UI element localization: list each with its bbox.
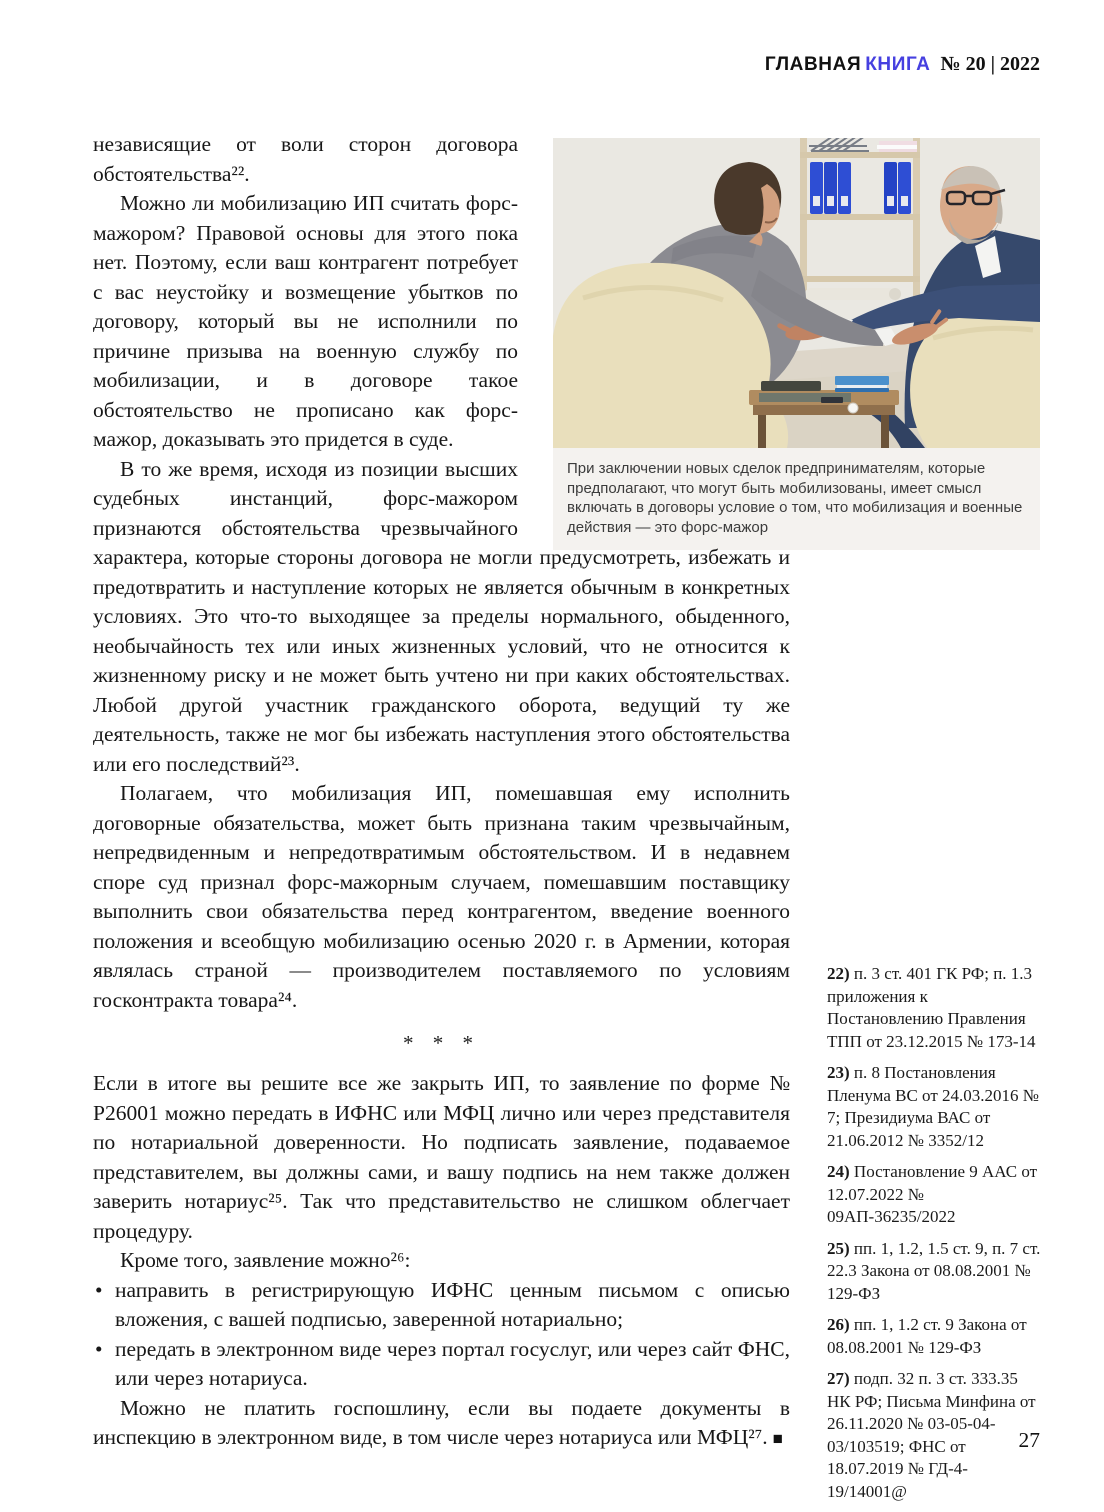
paragraph: независящие от воли сторон договора обстоятельства²². <box>93 132 518 186</box>
bullet-icon: • <box>95 1336 103 1361</box>
footnote-number: 27) <box>827 1369 850 1388</box>
magazine-issue: № 20 | 2022 <box>940 53 1040 75</box>
magazine-header <box>765 53 1040 76</box>
paragraph: В то же время, исходя из позиции высших судебных инстанций, форс-мажором признаются обстоятельства чрезвычайного характера, которые стороны договора не могли предусмотреть, избежать и предотвратить и наступление которых не является обычным в конкретных условиях. Это что-то выходящее за пределы нормального, обыденного, необычайность тех или иных жизненных условий, что не относится к жизненному риску и не может быть учтено ни при каких обстоятельствах. Любой другой участник гражданского оборота, ведущий ту же деятельность, также не мог бы избежать наступления этого обстоятельства или его последствий²³. <box>93 456 790 776</box>
paragraph: Если в итоге вы решите все же закрыть ИП, то заявление по форме № Р26001 можно передать в ИФНС или МФЦ лично или через представителя по нотариальной доверенности. Но подписать заявление, подаваемое представителем, вы должны сами, и вашу подпись на нем также должен заверить нотариус²⁵. Так что представительство не слишком облегчает процедуру. <box>93 1071 790 1243</box>
footnote-text: пп. 1, 1.2, 1.5 ст. 9, п. 7 ст. 22.3 Закона от 08.08.2001 № 129-ФЗ <box>827 1238 1041 1303</box>
footnote-text: п. 3 ст. 401 ГК РФ; п. 1.3 приложения к Постановлению Правления ТПП от 23.12.2015 № 173-14 <box>827 964 1036 1051</box>
footnote <box>827 1314 1041 1359</box>
bullet-icon: • <box>95 1277 103 1302</box>
section-separator: * * * <box>403 1031 480 1055</box>
magazine-title-black: ГЛАВНАЯ <box>764 54 862 75</box>
footnote <box>827 1238 1041 1306</box>
closing-paragraph <box>93 1394 790 1454</box>
paragraph: Полагаем, что мобилизация ИП, помешавшая ему исполнить договорные обязательства, может быть признана таким чрезвычайным, непредвиденным и непредотвратимым обстоятельством. И в недавнем споре суд признал форс-мажорным случаем, помешавшим поставщику выполнить свои обязательства перед контрагентом, введение военного положения и всеобщую мобилизацию осенью 2020 г. в Армении, которая являлась страной — производителем поставляемого по условиям госконтракта товара²⁴. <box>93 781 790 1012</box>
page-number: 27 <box>1018 1428 1040 1452</box>
footnotes-sidebar <box>827 963 1041 1512</box>
paragraph: Можно ли мобилизацию ИП считать форс-мажором? Правовой основы для этого пока нет. Поэтому, если ваш контрагент потребует с вас неустойку и возмещение убытков по договору, который вы не исполнили по причине призыва на военную службу по мобилизации, и в договоре такое обстоятельство не прописано как форс-мажор, доказывать это придется в суде. <box>93 191 518 451</box>
footnote-number: 26) <box>827 1315 850 1334</box>
list-item-text: передать в электронном виде через портал госуслуг, или через сайт ФНС, или через нотариуса. <box>115 1336 790 1390</box>
footnote <box>827 1368 1041 1503</box>
list-item <box>93 1335 790 1394</box>
footnote-text: Постановление 9 ААС от 12.07.2022 № 09АП-36235/2022 <box>827 1162 1038 1226</box>
article-body <box>93 130 790 1454</box>
closing-text: Можно не платить госпошлину, если вы подаете документы в инспекцию в электронном виде, в том числе через нотариуса или МФЦ²⁷. <box>93 1395 790 1449</box>
footnote-number: 23) <box>827 1063 850 1082</box>
options-list <box>93 1276 790 1394</box>
magazine-title-blue: КНИГА <box>865 54 931 75</box>
footnote-text: подп. 32 п. 3 ст. 333.35 НК РФ; Письма Минфина от 26.11.2020 № 03-05-04-03/103519; ФНС от 18.07.2019 № ГД-4-19/14001@ <box>827 1369 1036 1501</box>
footnote-number: 24) <box>827 1162 850 1181</box>
footnote <box>827 1161 1041 1229</box>
footnote <box>827 963 1041 1053</box>
footnote <box>827 1062 1041 1152</box>
photo-caption: При заключении новых сделок предпринимателям, которые предполагают, что могут быть мобилизованы, имеет смысл включать в договоры условие о том, что мобилизация и военные действия — это форс-мажор <box>553 448 1040 550</box>
list-item <box>93 1276 790 1335</box>
end-of-article-icon: ■ <box>772 1429 783 1448</box>
photo-flow-spacer <box>518 130 790 534</box>
footnote-number: 22) <box>827 964 850 983</box>
footnote-number: 25) <box>827 1238 850 1258</box>
list-intro: Кроме того, заявление можно²⁶: <box>120 1248 411 1272</box>
footnote-text: п. 8 Постановления Пленума ВС от 24.03.2016 № 7; Президиума ВАС от 21.06.2012 № 3352/12 <box>827 1063 1039 1150</box>
list-item-text: направить в регистрирующую ИФНС ценным письмом с описью вложения, с вашей подписью, заверенной нотариально; <box>115 1277 790 1331</box>
footnote-text: пп. 1, 1.2 ст. 9 Закона от 08.08.2001 № 129-ФЗ <box>827 1315 1027 1357</box>
